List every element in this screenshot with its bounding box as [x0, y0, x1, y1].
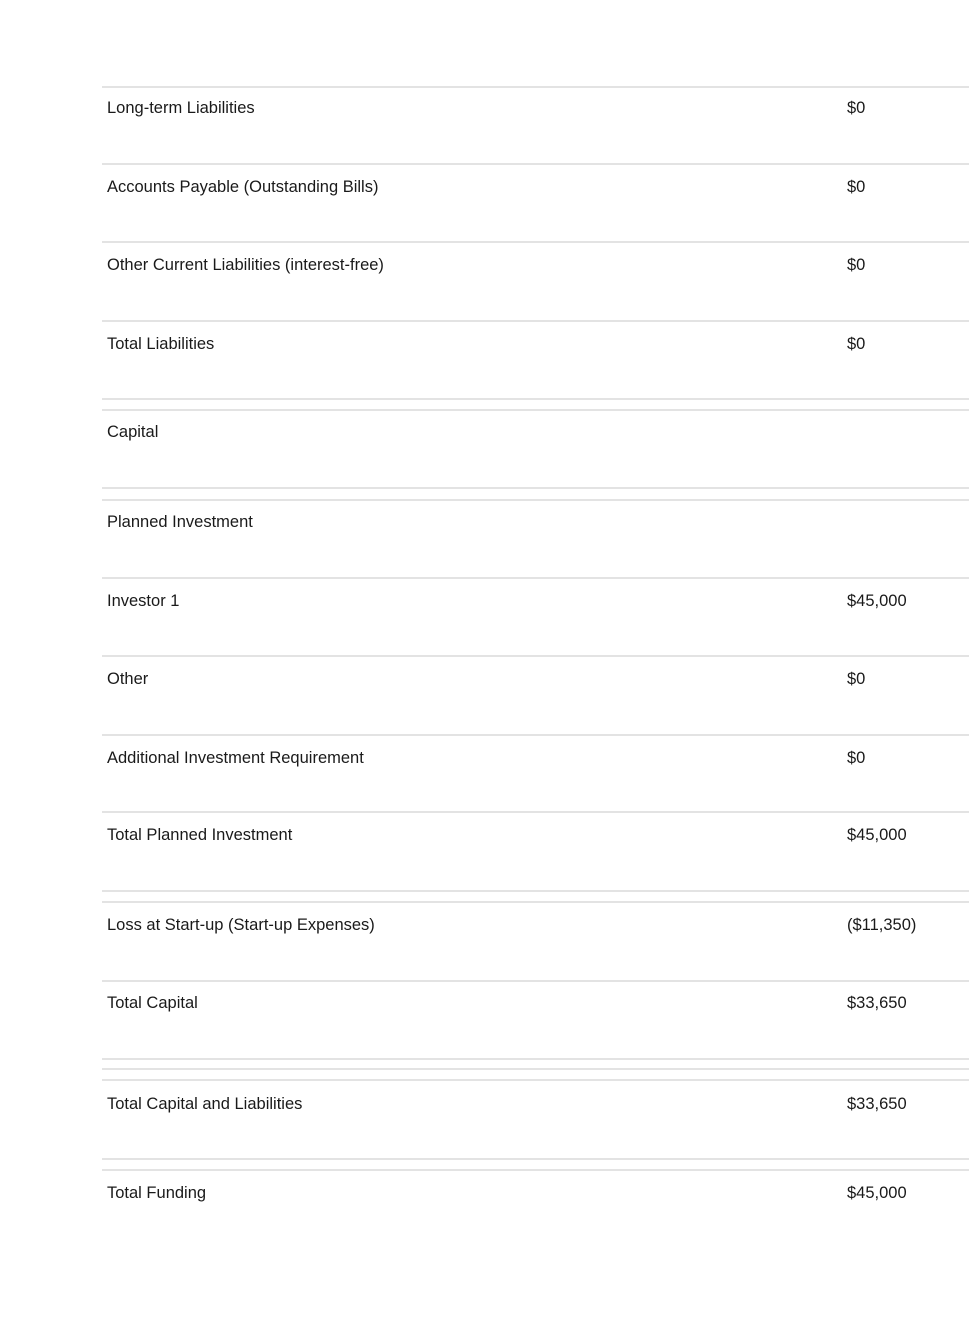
row-label: Additional Investment Requirement: [107, 749, 364, 767]
row-divider: [102, 398, 969, 400]
row-value: $0: [847, 749, 866, 767]
row-divider: [102, 163, 969, 165]
row-divider: [102, 499, 969, 501]
row-label: Other Current Liabilities (interest-free): [107, 256, 384, 274]
row-value: ($11,350): [847, 916, 917, 934]
row-divider: [102, 901, 969, 903]
row-divider: [102, 655, 969, 657]
section-heading-capital: Capital: [107, 423, 159, 441]
row-divider: [102, 890, 969, 892]
row-label: Total Capital: [107, 994, 198, 1012]
row-value: $0: [847, 335, 866, 353]
row-value: $0: [847, 256, 866, 274]
row-divider: [102, 1068, 969, 1070]
section-heading-planned-investment: Planned Investment: [107, 513, 253, 531]
row-label: Total Funding: [107, 1184, 207, 1202]
row-label: Investor 1: [107, 592, 180, 610]
row-label: Total Liabilities: [107, 335, 215, 353]
row-value: $45,000: [847, 592, 907, 610]
row-value: $45,000: [847, 1184, 907, 1202]
row-divider: [102, 577, 969, 579]
row-divider: [102, 734, 969, 736]
row-label: Other: [107, 670, 149, 688]
row-divider: [102, 1169, 969, 1171]
row-divider: [102, 241, 969, 243]
row-label: Loss at Start-up (Start-up Expenses): [107, 916, 375, 934]
row-value: $0: [847, 178, 866, 196]
row-divider: [102, 1079, 969, 1081]
row-divider: [102, 1058, 969, 1060]
row-value: $0: [847, 99, 866, 117]
row-label: Accounts Payable (Outstanding Bills): [107, 178, 379, 196]
row-label: Total Capital and Liabilities: [107, 1095, 303, 1113]
row-divider: [102, 320, 969, 322]
row-divider: [102, 409, 969, 411]
row-divider: [102, 86, 969, 88]
row-label: Total Planned Investment: [107, 826, 293, 844]
row-label: Long-term Liabilities: [107, 99, 255, 117]
row-value: $45,000: [847, 826, 907, 844]
row-value: $33,650: [847, 994, 907, 1012]
row-value: $0: [847, 670, 866, 688]
row-divider: [102, 487, 969, 489]
row-divider: [102, 811, 969, 813]
row-divider: [102, 980, 969, 982]
row-divider: [102, 1158, 969, 1160]
row-value: $33,650: [847, 1095, 907, 1113]
